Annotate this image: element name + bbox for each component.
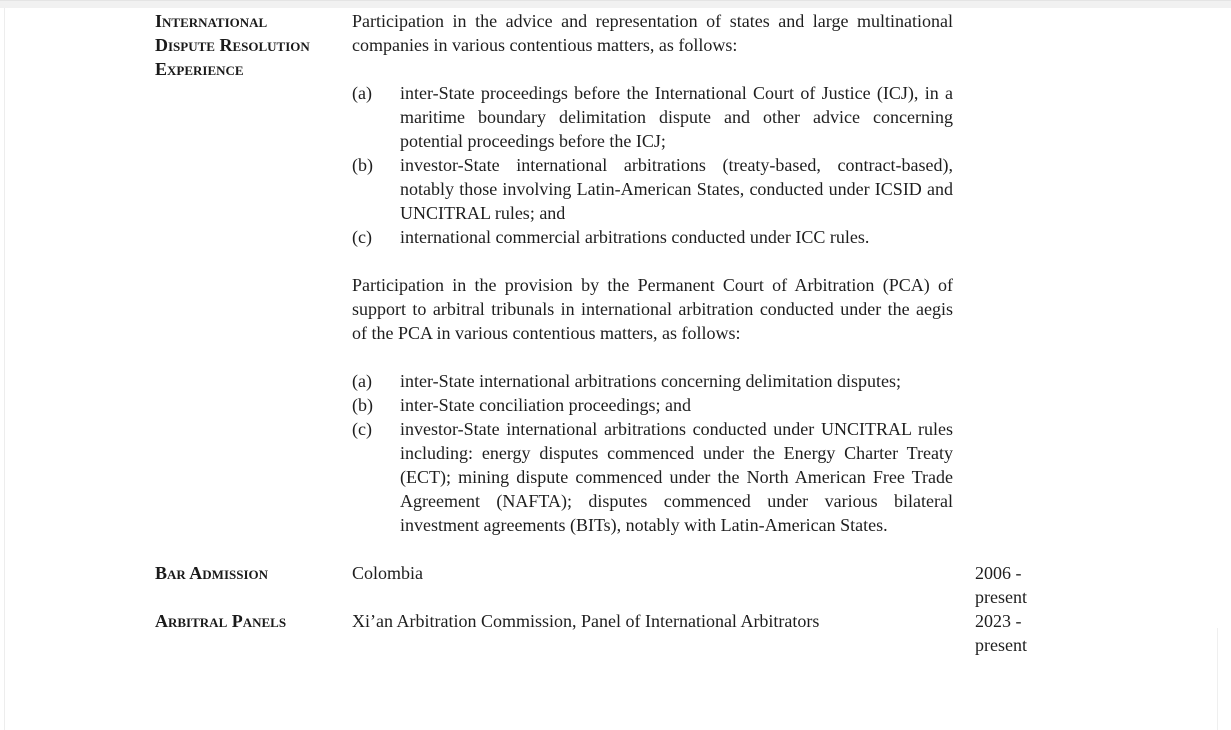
list-item (352, 417, 953, 537)
section-body (352, 609, 975, 633)
item-marker: (a) (352, 371, 372, 391)
item-marker: (b) (352, 395, 373, 415)
section-arbitral-panels (155, 609, 1231, 657)
item-marker: (a) (352, 83, 372, 103)
item-marker: (c) (352, 419, 372, 439)
heading-column (155, 9, 352, 81)
section-body (352, 561, 975, 585)
list-item (352, 393, 953, 417)
body-text: Colombia (352, 563, 423, 583)
section-body (352, 9, 975, 561)
section-heading: Bar Admission (155, 563, 269, 583)
date-range: 2006 - present (975, 563, 1027, 607)
item-text: investor-State international arbitrations conducted under UNCITRAL rules including: energy disputes commenced under the Energy Charter Treaty (ECT); mining dispute commenced under the North American Free Trade Agreement (NAFTA); disputes commenced under various bilateral investment agreements (BITs), notably with Latin-American States. (400, 419, 953, 535)
item-marker: (b) (352, 155, 373, 175)
item-text: international commercial arbitrations conducted under ICC rules. (400, 227, 870, 247)
cv-document-content (0, 8, 1231, 657)
list-item (352, 225, 953, 249)
heading-column (155, 561, 352, 585)
lettered-list (352, 81, 953, 249)
list-item (352, 369, 953, 393)
paragraph: Participation in the advice and representation of states and large multinational companies in various contentious matters, as follows: (352, 11, 953, 55)
list-item (352, 81, 953, 153)
item-marker: (c) (352, 227, 372, 247)
lettered-list (352, 369, 953, 537)
page-top-edge (0, 0, 1231, 8)
section-international-dispute-resolution-experience (155, 9, 1231, 561)
section-heading: International Dispute Resolution Experience (155, 11, 310, 79)
date-range: 2023 - present (975, 611, 1027, 655)
list-item (352, 153, 953, 225)
item-text: investor-State international arbitrations (treaty-based, contract-based), notably those involving Latin-American States, conducted under ICSID and UNCITRAL rules; and (400, 155, 953, 223)
heading-column (155, 609, 352, 633)
item-text: inter-State international arbitrations concerning delimitation disputes; (400, 371, 902, 391)
body-text: Xi’an Arbitration Commission, Panel of International Arbitrators (352, 611, 820, 631)
item-text: inter-State proceedings before the International Court of Justice (ICJ), in a maritime boundary delimitation dispute and other advice concerning potential proceedings before the ICJ; (400, 83, 953, 151)
paragraph: Participation in the provision by the Permanent Court of Arbitration (PCA) of support to arbitral tribunals in international arbitration conducted under the aegis of the PCA in various contentious matters, as follows: (352, 275, 953, 343)
section-heading: Arbitral Panels (155, 611, 287, 631)
item-text: inter-State conciliation proceedings; and (400, 395, 692, 415)
section-bar-admission (155, 561, 1231, 609)
